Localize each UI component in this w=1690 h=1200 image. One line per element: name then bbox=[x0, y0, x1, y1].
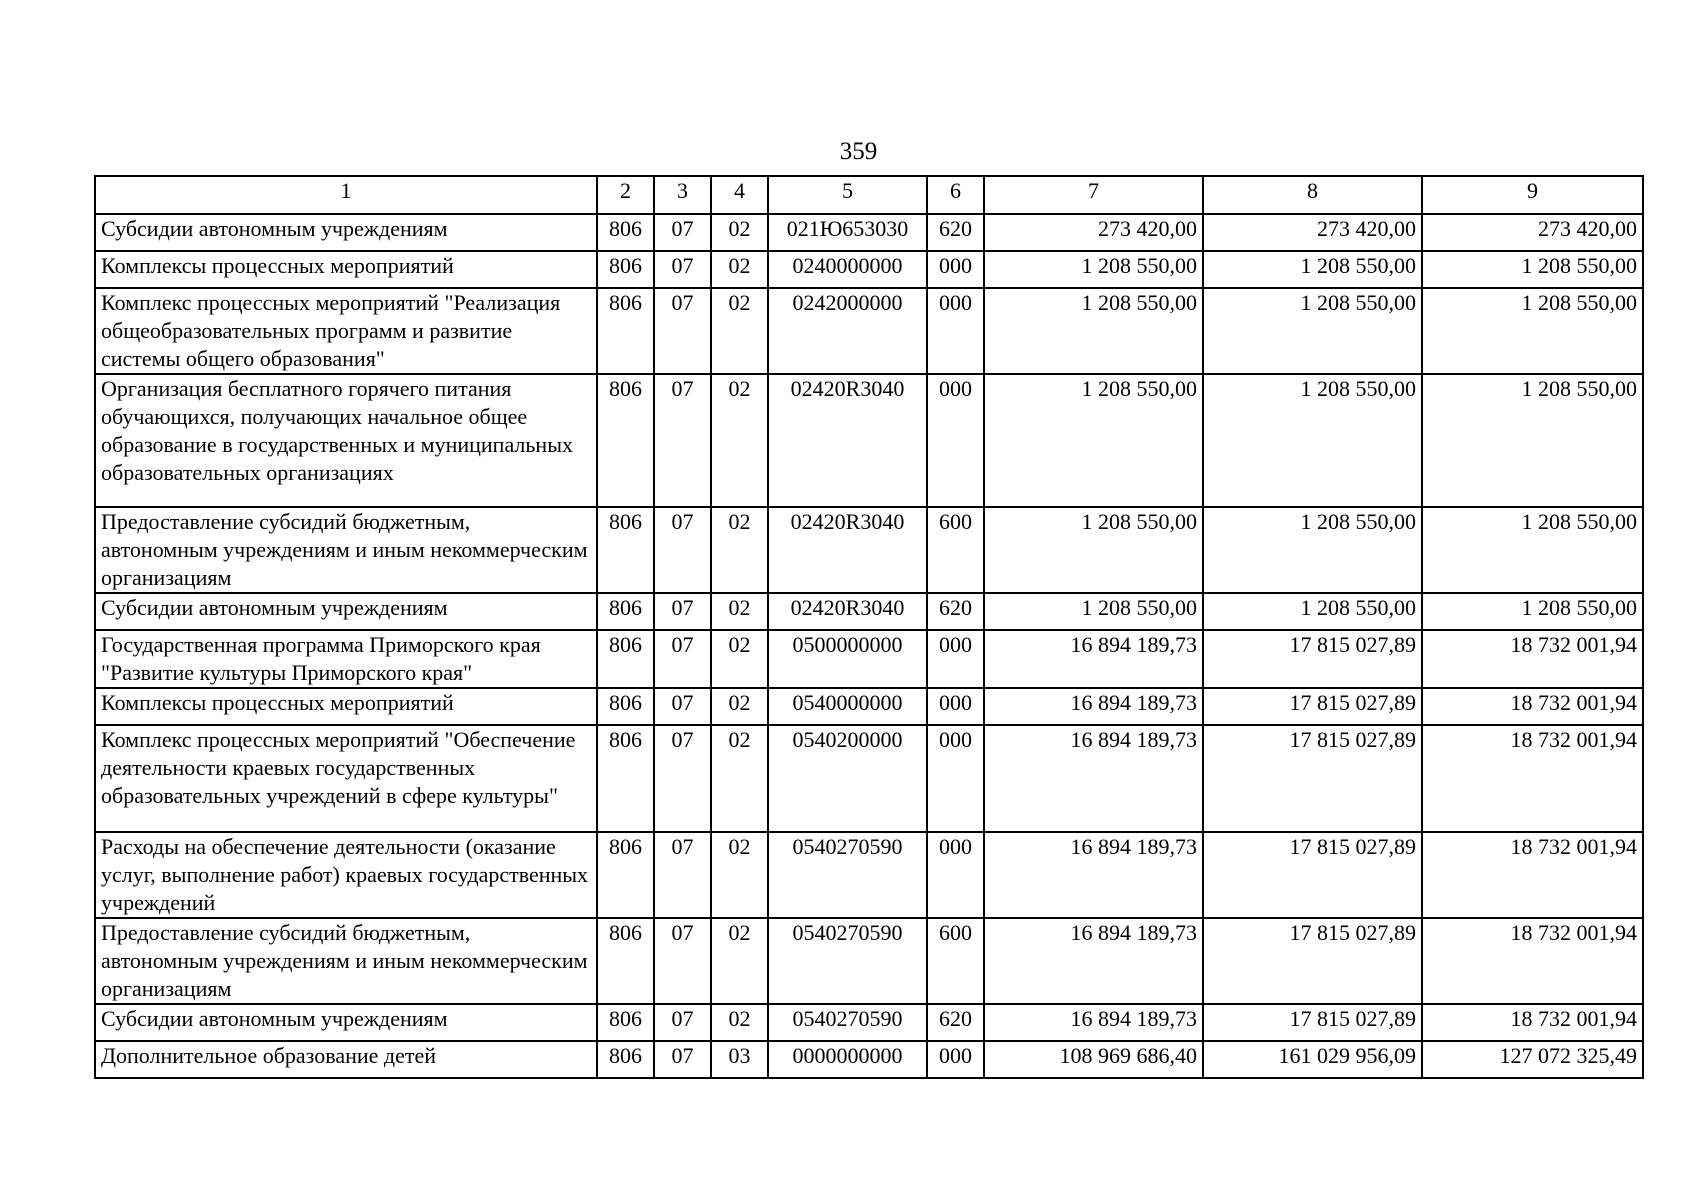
section-code-cell: 07 bbox=[654, 725, 711, 832]
expense-type-cell: 620 bbox=[927, 593, 984, 630]
amount-col8-cell: 1 208 550,00 bbox=[1203, 507, 1422, 593]
table-row bbox=[95, 630, 1643, 688]
amount-col8-cell: 17 815 027,89 bbox=[1203, 1004, 1422, 1041]
gr-code-cell: 806 bbox=[597, 630, 654, 688]
amount-col7-cell: 108 969 686,40 bbox=[984, 1041, 1203, 1078]
expense-type-cell: 600 bbox=[927, 918, 984, 1004]
column-header: 9 bbox=[1422, 176, 1643, 214]
column-header: 7 bbox=[984, 176, 1203, 214]
amount-col8-cell: 17 815 027,89 bbox=[1203, 918, 1422, 1004]
column-header: 3 bbox=[654, 176, 711, 214]
amount-col8-cell: 1 208 550,00 bbox=[1203, 374, 1422, 507]
expense-type-cell: 000 bbox=[927, 832, 984, 918]
target-article-cell: 0240000000 bbox=[768, 251, 927, 288]
amount-col7-cell: 1 208 550,00 bbox=[984, 251, 1203, 288]
amount-col9-cell: 127 072 325,49 bbox=[1422, 1041, 1643, 1078]
column-header: 2 bbox=[597, 176, 654, 214]
amount-col9-cell: 1 208 550,00 bbox=[1422, 288, 1643, 374]
amount-col8-cell: 17 815 027,89 bbox=[1203, 630, 1422, 688]
row-name-cell: Субсидии автономным учреждениям bbox=[95, 593, 597, 630]
table-row bbox=[95, 214, 1643, 251]
subsection-code-cell: 02 bbox=[711, 374, 768, 507]
target-article-cell: 02420R3040 bbox=[768, 507, 927, 593]
amount-col7-cell: 16 894 189,73 bbox=[984, 1004, 1203, 1041]
subsection-code-cell: 02 bbox=[711, 832, 768, 918]
gr-code-cell: 806 bbox=[597, 288, 654, 374]
amount-col9-cell: 18 732 001,94 bbox=[1422, 630, 1643, 688]
gr-code-cell: 806 bbox=[597, 1004, 654, 1041]
gr-code-cell: 806 bbox=[597, 593, 654, 630]
table-row bbox=[95, 593, 1643, 630]
amount-col7-cell: 16 894 189,73 bbox=[984, 725, 1203, 832]
amount-col9-cell: 1 208 550,00 bbox=[1422, 374, 1643, 507]
amount-col7-cell: 16 894 189,73 bbox=[984, 918, 1203, 1004]
amount-col9-cell: 273 420,00 bbox=[1422, 214, 1643, 251]
target-article-cell: 0242000000 bbox=[768, 288, 927, 374]
section-code-cell: 07 bbox=[654, 1004, 711, 1041]
amount-col7-cell: 16 894 189,73 bbox=[984, 630, 1203, 688]
target-article-cell: 02420R3040 bbox=[768, 593, 927, 630]
table-row bbox=[95, 918, 1643, 1004]
target-article-cell: 0540270590 bbox=[768, 1004, 927, 1041]
gr-code-cell: 806 bbox=[597, 688, 654, 725]
subsection-code-cell: 02 bbox=[711, 214, 768, 251]
section-code-cell: 07 bbox=[654, 288, 711, 374]
table-row bbox=[95, 832, 1643, 918]
amount-col9-cell: 1 208 550,00 bbox=[1422, 593, 1643, 630]
subsection-code-cell: 02 bbox=[711, 288, 768, 374]
subsection-code-cell: 02 bbox=[711, 688, 768, 725]
amount-col9-cell: 18 732 001,94 bbox=[1422, 1004, 1643, 1041]
target-article-cell: 0540200000 bbox=[768, 725, 927, 832]
subsection-code-cell: 02 bbox=[711, 918, 768, 1004]
target-article-cell: 02420R3040 bbox=[768, 374, 927, 507]
table-row bbox=[95, 688, 1643, 725]
subsection-code-cell: 03 bbox=[711, 1041, 768, 1078]
expense-type-cell: 000 bbox=[927, 725, 984, 832]
section-code-cell: 07 bbox=[654, 918, 711, 1004]
expense-type-cell: 000 bbox=[927, 630, 984, 688]
amount-col9-cell: 18 732 001,94 bbox=[1422, 918, 1643, 1004]
section-code-cell: 07 bbox=[654, 630, 711, 688]
amount-col7-cell: 1 208 550,00 bbox=[984, 374, 1203, 507]
table-row bbox=[95, 251, 1643, 288]
gr-code-cell: 806 bbox=[597, 374, 654, 507]
row-name-cell: Расходы на обеспечение деятельности (оказание услуг, выполнение работ) краевых государственных учреждений bbox=[95, 832, 597, 918]
gr-code-cell: 806 bbox=[597, 251, 654, 288]
target-article-cell: 0540270590 bbox=[768, 832, 927, 918]
amount-col8-cell: 17 815 027,89 bbox=[1203, 688, 1422, 725]
amount-col7-cell: 273 420,00 bbox=[984, 214, 1203, 251]
table-row bbox=[95, 288, 1643, 374]
gr-code-cell: 806 bbox=[597, 832, 654, 918]
gr-code-cell: 806 bbox=[597, 507, 654, 593]
amount-col9-cell: 18 732 001,94 bbox=[1422, 725, 1643, 832]
expense-type-cell: 600 bbox=[927, 507, 984, 593]
amount-col8-cell: 161 029 956,09 bbox=[1203, 1041, 1422, 1078]
expense-type-cell: 000 bbox=[927, 251, 984, 288]
expense-type-cell: 620 bbox=[927, 214, 984, 251]
row-name-cell: Комплексы процессных мероприятий bbox=[95, 251, 597, 288]
row-name-cell: Предоставление субсидий бюджетным, автономным учреждениям и иным некоммерческим организациям bbox=[95, 507, 597, 593]
amount-col7-cell: 16 894 189,73 bbox=[984, 688, 1203, 725]
subsection-code-cell: 02 bbox=[711, 251, 768, 288]
subsection-code-cell: 02 bbox=[711, 507, 768, 593]
target-article-cell: 0000000000 bbox=[768, 1041, 927, 1078]
subsection-code-cell: 02 bbox=[711, 630, 768, 688]
amount-col9-cell: 1 208 550,00 bbox=[1422, 251, 1643, 288]
amount-col7-cell: 16 894 189,73 bbox=[984, 832, 1203, 918]
table-row bbox=[95, 507, 1643, 593]
table-row bbox=[95, 1041, 1643, 1078]
amount-col7-cell: 1 208 550,00 bbox=[984, 288, 1203, 374]
expense-type-cell: 620 bbox=[927, 1004, 984, 1041]
row-name-cell: Дополнительное образование детей bbox=[95, 1041, 597, 1078]
amount-col7-cell: 1 208 550,00 bbox=[984, 507, 1203, 593]
subsection-code-cell: 02 bbox=[711, 1004, 768, 1041]
gr-code-cell: 806 bbox=[597, 214, 654, 251]
header-row bbox=[95, 176, 1643, 214]
subsection-code-cell: 02 bbox=[711, 593, 768, 630]
section-code-cell: 07 bbox=[654, 1041, 711, 1078]
table-row bbox=[95, 374, 1643, 507]
column-header: 5 bbox=[768, 176, 927, 214]
budget-table bbox=[94, 175, 1644, 1079]
row-name-cell: Комплекс процессных мероприятий "Реализация общеобразовательных программ и развитие системы общего образования" bbox=[95, 288, 597, 374]
table-row bbox=[95, 725, 1643, 832]
expense-type-cell: 000 bbox=[927, 1041, 984, 1078]
amount-col8-cell: 17 815 027,89 bbox=[1203, 725, 1422, 832]
expense-type-cell: 000 bbox=[927, 688, 984, 725]
column-header: 1 bbox=[95, 176, 597, 214]
section-code-cell: 07 bbox=[654, 374, 711, 507]
row-name-cell: Государственная программа Приморского края "Развитие культуры Приморского края" bbox=[95, 630, 597, 688]
expense-type-cell: 000 bbox=[927, 288, 984, 374]
amount-col8-cell: 273 420,00 bbox=[1203, 214, 1422, 251]
amount-col8-cell: 1 208 550,00 bbox=[1203, 593, 1422, 630]
gr-code-cell: 806 bbox=[597, 1041, 654, 1078]
amount-col8-cell: 17 815 027,89 bbox=[1203, 832, 1422, 918]
column-header: 4 bbox=[711, 176, 768, 214]
target-article-cell: 0540270590 bbox=[768, 918, 927, 1004]
section-code-cell: 07 bbox=[654, 688, 711, 725]
amount-col7-cell: 1 208 550,00 bbox=[984, 593, 1203, 630]
target-article-cell: 0500000000 bbox=[768, 630, 927, 688]
row-name-cell: Субсидии автономным учреждениям bbox=[95, 214, 597, 251]
section-code-cell: 07 bbox=[654, 593, 711, 630]
section-code-cell: 07 bbox=[654, 214, 711, 251]
gr-code-cell: 806 bbox=[597, 918, 654, 1004]
row-name-cell: Субсидии автономным учреждениям bbox=[95, 1004, 597, 1041]
amount-col9-cell: 18 732 001,94 bbox=[1422, 832, 1643, 918]
column-header: 8 bbox=[1203, 176, 1422, 214]
expense-type-cell: 000 bbox=[927, 374, 984, 507]
page-number: 359 bbox=[839, 138, 878, 165]
row-name-cell: Организация бесплатного горячего питания обучающихся, получающих начальное общее образование в государственных и муниципальных образовательных организациях bbox=[95, 374, 597, 507]
row-name-cell: Предоставление субсидий бюджетным, автономным учреждениям и иным некоммерческим организациям bbox=[95, 918, 597, 1004]
row-name-cell: Комплекс процессных мероприятий "Обеспечение деятельности краевых государственных образовательных учреждений в сфере культуры" bbox=[95, 725, 597, 832]
target-article-cell: 021Ю653030 bbox=[768, 214, 927, 251]
row-name-cell: Комплексы процессных мероприятий bbox=[95, 688, 597, 725]
amount-col8-cell: 1 208 550,00 bbox=[1203, 251, 1422, 288]
section-code-cell: 07 bbox=[654, 832, 711, 918]
gr-code-cell: 806 bbox=[597, 725, 654, 832]
target-article-cell: 0540000000 bbox=[768, 688, 927, 725]
amount-col9-cell: 1 208 550,00 bbox=[1422, 507, 1643, 593]
amount-col9-cell: 18 732 001,94 bbox=[1422, 688, 1643, 725]
section-code-cell: 07 bbox=[654, 251, 711, 288]
column-header: 6 bbox=[927, 176, 984, 214]
section-code-cell: 07 bbox=[654, 507, 711, 593]
amount-col8-cell: 1 208 550,00 bbox=[1203, 288, 1422, 374]
subsection-code-cell: 02 bbox=[711, 725, 768, 832]
table-row bbox=[95, 1004, 1643, 1041]
